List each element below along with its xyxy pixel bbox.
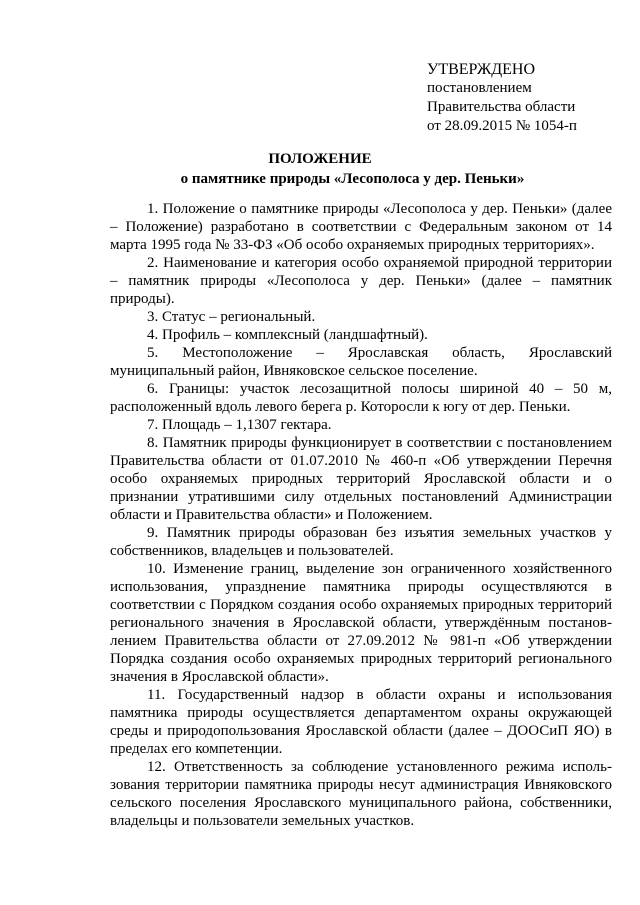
approval-line-3: от 28.09.2015 № 1054-п (427, 118, 577, 134)
paragraph-10: 10. Изменение границ, выделение зон ограниченного хозяйственного использования, упразднение памятника природы осуществляются в соответствии с Порядком создания особо охраняемых природных территорий регионального значения в Ярославской области, утверждённым постановлением Правительства области от 27.09.2012 № 981-п «Об утверждении Порядка создания особо охраняемых природных территорий регионального значения в Ярославской области». (110, 561, 612, 685)
paragraph-1: 1. Положение о памятнике природы «Лесополоса у дер. Пеньки» (далее – Положение) разработано в соответствии с Федеральным законом от 14 марта 1995 года № 33-ФЗ «Об особо охраняемых природных территориях». (110, 201, 612, 253)
approval-stamp (427, 60, 627, 136)
paragraph-12: 12. Ответственность за соблюдение установленного режима использования территории памятника природы несут администрация Ивняковского сельского поселения Ярославского муниципального района, собственники, владельцы и пользователи земельных участков. (110, 759, 612, 829)
document-body (110, 200, 612, 830)
paragraph-8: 8. Памятник природы функционирует в соответствии с постановлением Правительства области от 01.07.2010 № 460-п «Об утверждении Перечня особо охраняемых природных территорий Ярославской области и о признании утратившими силу отдельных постановлений Администрации области и Правительства области» и Положением. (110, 435, 612, 523)
paragraph-2: 2. Наименование и категория особо охраняемой природной территории – памятник природы «Лесополоса у дер. Пеньки» (далее – памятник природы). (110, 255, 612, 307)
approval-line-2: Правительства области (427, 99, 576, 115)
approval-heading: УТВЕРЖДЕНО (427, 61, 536, 78)
document-title: ПОЛОЖЕНИЕ (268, 151, 372, 167)
paragraph-9: 9. Памятник природы образован без изъятия земельных участков у собственников, владельцев и пользователей. (110, 525, 612, 559)
approval-line-1: постановлением (427, 80, 532, 96)
paragraph-11: 11. Государственный надзор в области охраны и использования памятника природы осуществляется департаментом охраны окружающей среды и природопользования Ярославской области (далее – ДООСиП ЯО) в пределах его компетенции. (110, 687, 612, 757)
document-subtitle: о памятнике природы «Лесополоса у дер. Пеньки» (180, 171, 525, 187)
paragraph-4: 4. Профиль – комплексный (ландшафтный). (147, 327, 428, 343)
paragraph-6: 6. Границы: участок лесозащитной полосы шириной 40 – 50 м, расположенный вдоль левого берега р. Которосли к югу от дер. Пеньки. (110, 381, 612, 415)
paragraph-5: 5. Местоположение – Ярославская область, Ярославский муниципальный район, Ивняковское сельское поселение. (110, 345, 612, 379)
paragraph-3: 3. Статус – региональный. (147, 309, 316, 325)
paragraph-7: 7. Площадь – 1,1307 гектара. (147, 417, 332, 433)
